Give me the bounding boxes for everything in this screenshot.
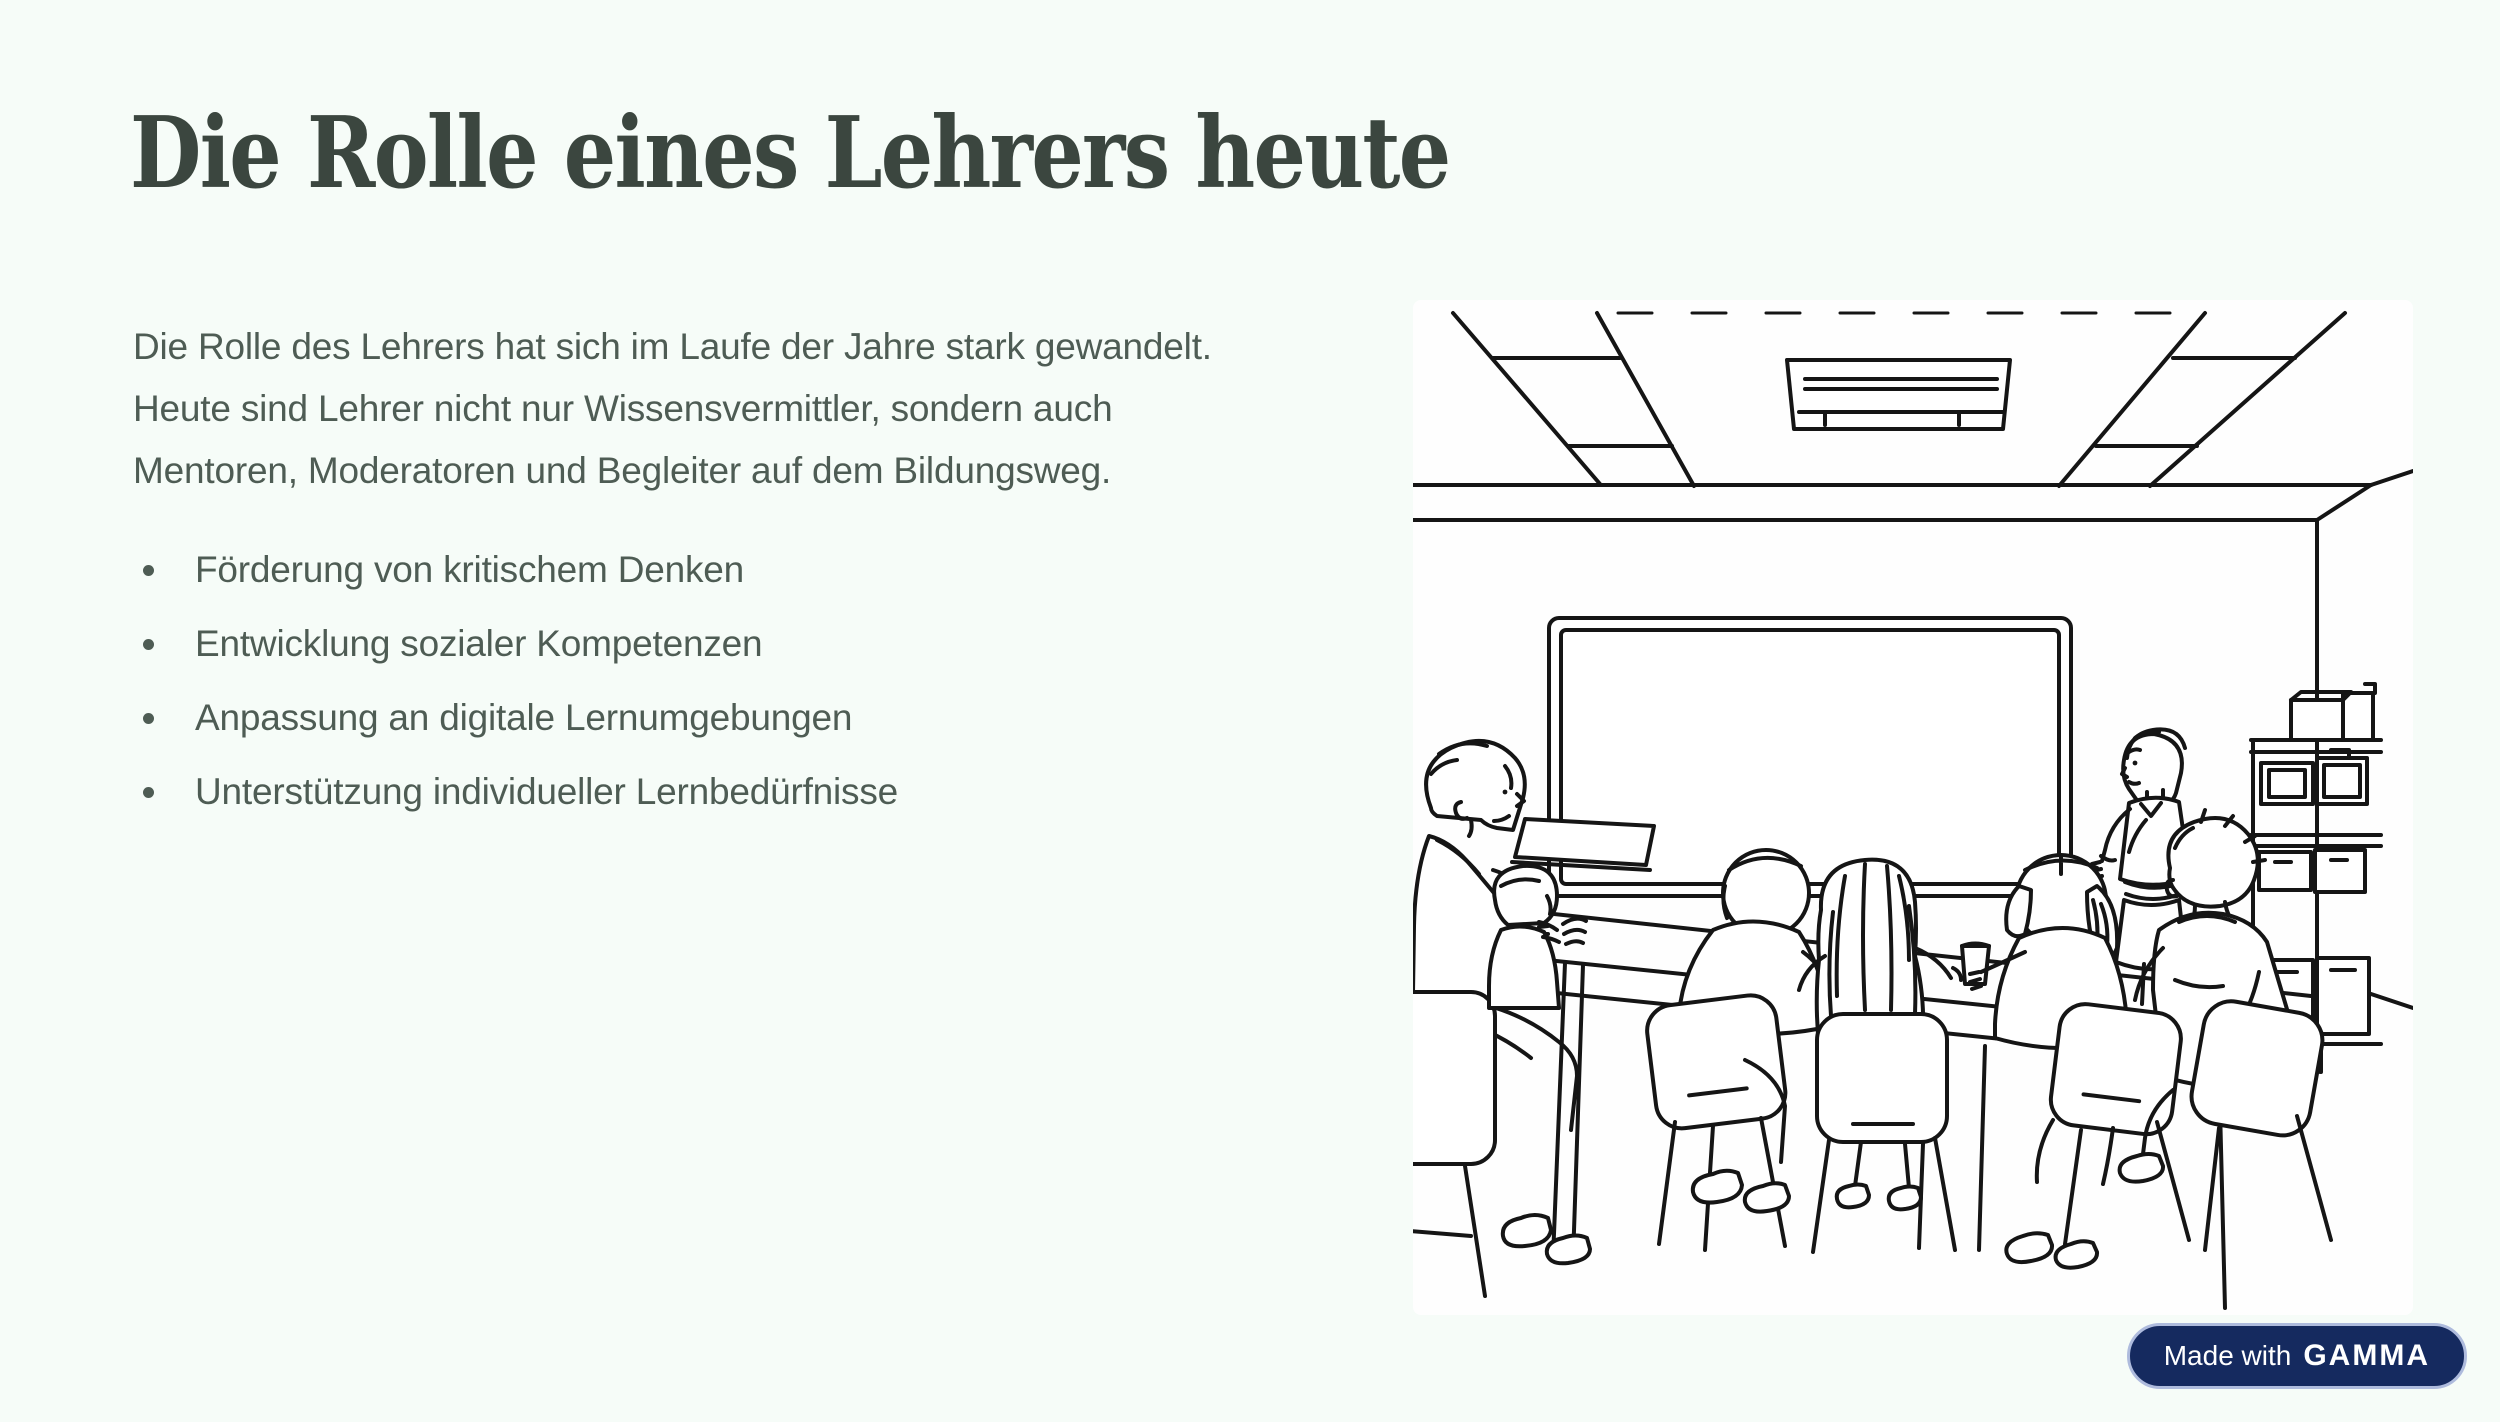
list-item-label: Entwicklung sozialer Kompetenzen xyxy=(195,623,763,664)
bullet-dot-icon xyxy=(143,787,154,798)
laptop xyxy=(1512,819,1654,870)
list-item xyxy=(133,548,1233,592)
list-item-label: Unterstützung individueller Lernbedürfnisse xyxy=(195,771,899,812)
bullet-dot-icon xyxy=(143,713,154,724)
page-title: Die Rolle eines Lehrers heute xyxy=(130,96,1450,211)
paragraph-line: Die Rolle des Lehrers hat sich im Laufe der Jahre stark gewandelt. xyxy=(133,326,1212,367)
intro-paragraph xyxy=(133,316,1393,502)
classroom-illustration xyxy=(1413,300,2413,1315)
ceiling-projector xyxy=(1787,360,2010,429)
list-item xyxy=(133,622,1233,666)
paragraph-line: Heute sind Lehrer nicht nur Wissensvermittler, sondern auch xyxy=(133,388,1113,429)
made-with-gamma-badge[interactable] xyxy=(2127,1323,2467,1389)
classroom-line-drawing xyxy=(1413,300,2413,1315)
list-item-label: Förderung von kritischem Denken xyxy=(195,549,745,590)
bullet-dot-icon xyxy=(143,639,154,650)
list-item xyxy=(133,696,1233,740)
badge-prefix-label: Made with xyxy=(2163,1340,2292,1371)
gamma-logo: GAMMA xyxy=(2303,1339,2430,1372)
list-item xyxy=(133,770,1233,814)
bullet-list xyxy=(133,548,1233,844)
cup xyxy=(1962,944,1989,985)
bullet-dot-icon xyxy=(143,565,154,576)
list-item-label: Anpassung an digitale Lernumgebungen xyxy=(195,697,853,738)
paragraph-line: Mentoren, Moderatoren und Begleiter auf dem Bildungsweg. xyxy=(133,450,1112,491)
